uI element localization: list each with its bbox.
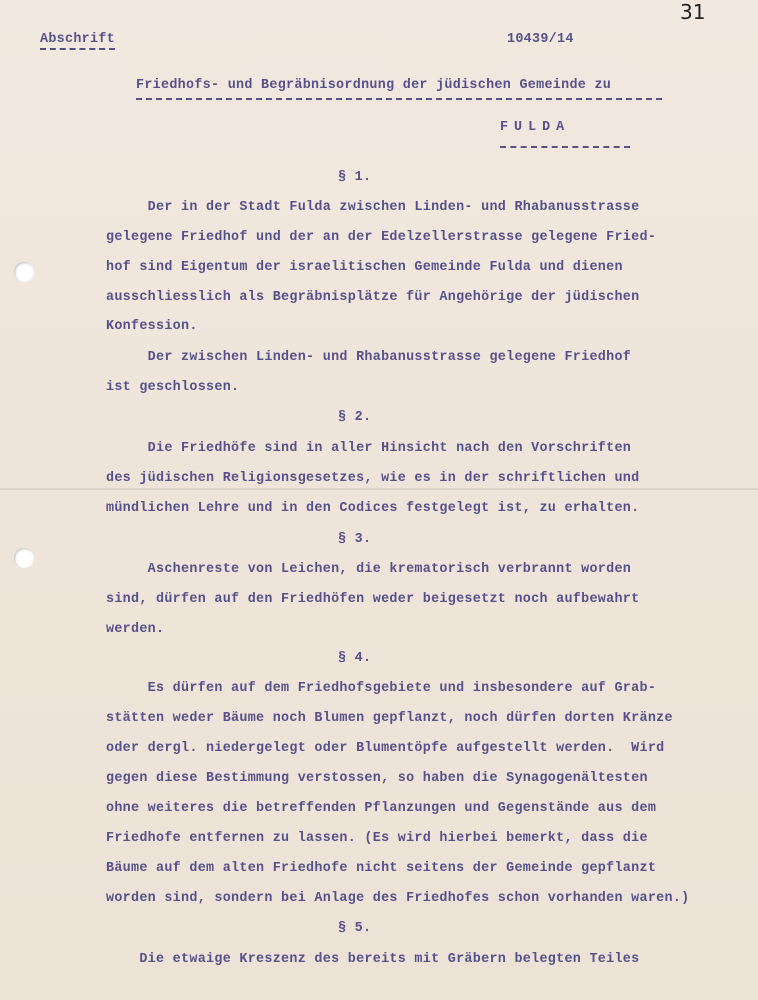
section-1-line: ist geschlossen. <box>106 380 240 395</box>
section-4-line: Friedhofe entfernen zu lassen. (Es wird hierbei bemerkt, dass die <box>106 831 648 846</box>
section-1-line: gelegene Friedhof und der an der Edelzellerstrasse gelegene Fried- <box>106 230 657 245</box>
section-heading-3: § 3. <box>338 532 372 547</box>
section-4-line: worden sind, sondern bei Anlage des Friedhofes schon vorhanden waren.) <box>106 891 690 906</box>
city-name: FULDA <box>500 120 571 135</box>
title-underline <box>136 98 662 100</box>
section-4-line: Bäume auf dem alten Friedhofe nicht seitens der Gemeinde gepflanzt <box>106 861 657 876</box>
copy-label: Abschrift <box>40 32 115 50</box>
city-underline <box>500 146 630 148</box>
paper-fold <box>0 488 758 490</box>
section-4-line: ohne weiteres die betreffenden Pflanzungen und Gegenstände aus dem <box>106 801 657 816</box>
section-4-line: oder dergl. niedergelegt oder Blumentöpfe aufgestellt werden. Wird <box>106 741 665 756</box>
section-4-line: Es dürfen auf dem Friedhofsgebiete und insbesondere auf Grab- <box>106 681 657 696</box>
section-heading-4: § 4. <box>338 651 372 666</box>
punch-hole-bottom <box>14 548 34 568</box>
section-1-line: Der in der Stadt Fulda zwischen Linden- und Rhabanusstrasse <box>106 200 640 215</box>
section-2-line: mündlichen Lehre und in den Codices festgelegt ist, zu erhalten. <box>106 501 640 516</box>
punch-hole-top <box>14 262 34 282</box>
reference-number: 10439/14 <box>507 32 574 47</box>
section-heading-2: § 2. <box>338 410 372 425</box>
section-4-line: stätten weder Bäume noch Blumen gepflanzt, noch dürfen dorten Kränze <box>106 711 673 726</box>
section-1-line: hof sind Eigentum der israelitischen Gemeinde Fulda und dienen <box>106 260 623 275</box>
section-1-line: ausschliesslich als Begräbnisplätze für Angehörige der jüdischen <box>106 290 640 305</box>
section-heading-5: § 5. <box>338 921 372 936</box>
section-5-line: Die etwaige Kreszenz des bereits mit Gräbern belegten Teiles <box>106 952 640 967</box>
section-3-line: Aschenreste von Leichen, die krematorisch verbrannt worden <box>106 562 632 577</box>
section-3-line: sind, dürfen auf den Friedhöfen weder beigesetzt noch aufbewahrt <box>106 592 640 607</box>
handwritten-page-number: 31 <box>680 0 706 24</box>
section-heading-1: § 1. <box>338 170 372 185</box>
section-4-line: gegen diese Bestimmung verstossen, so haben die Synagogenältesten <box>106 771 648 786</box>
section-2-line: des jüdischen Religionsgesetzes, wie es in der schriftlichen und <box>106 471 640 486</box>
section-1-line: Konfession. <box>106 319 198 334</box>
section-1-line: Der zwischen Linden- und Rhabanusstrasse gelegene Friedhof <box>106 350 632 365</box>
section-2-line: Die Friedhöfe sind in aller Hinsicht nach den Vorschriften <box>106 441 632 456</box>
document-title: Friedhofs- und Begräbnisordnung der jüdischen Gemeinde zu <box>136 78 612 93</box>
section-3-line: werden. <box>106 622 165 637</box>
